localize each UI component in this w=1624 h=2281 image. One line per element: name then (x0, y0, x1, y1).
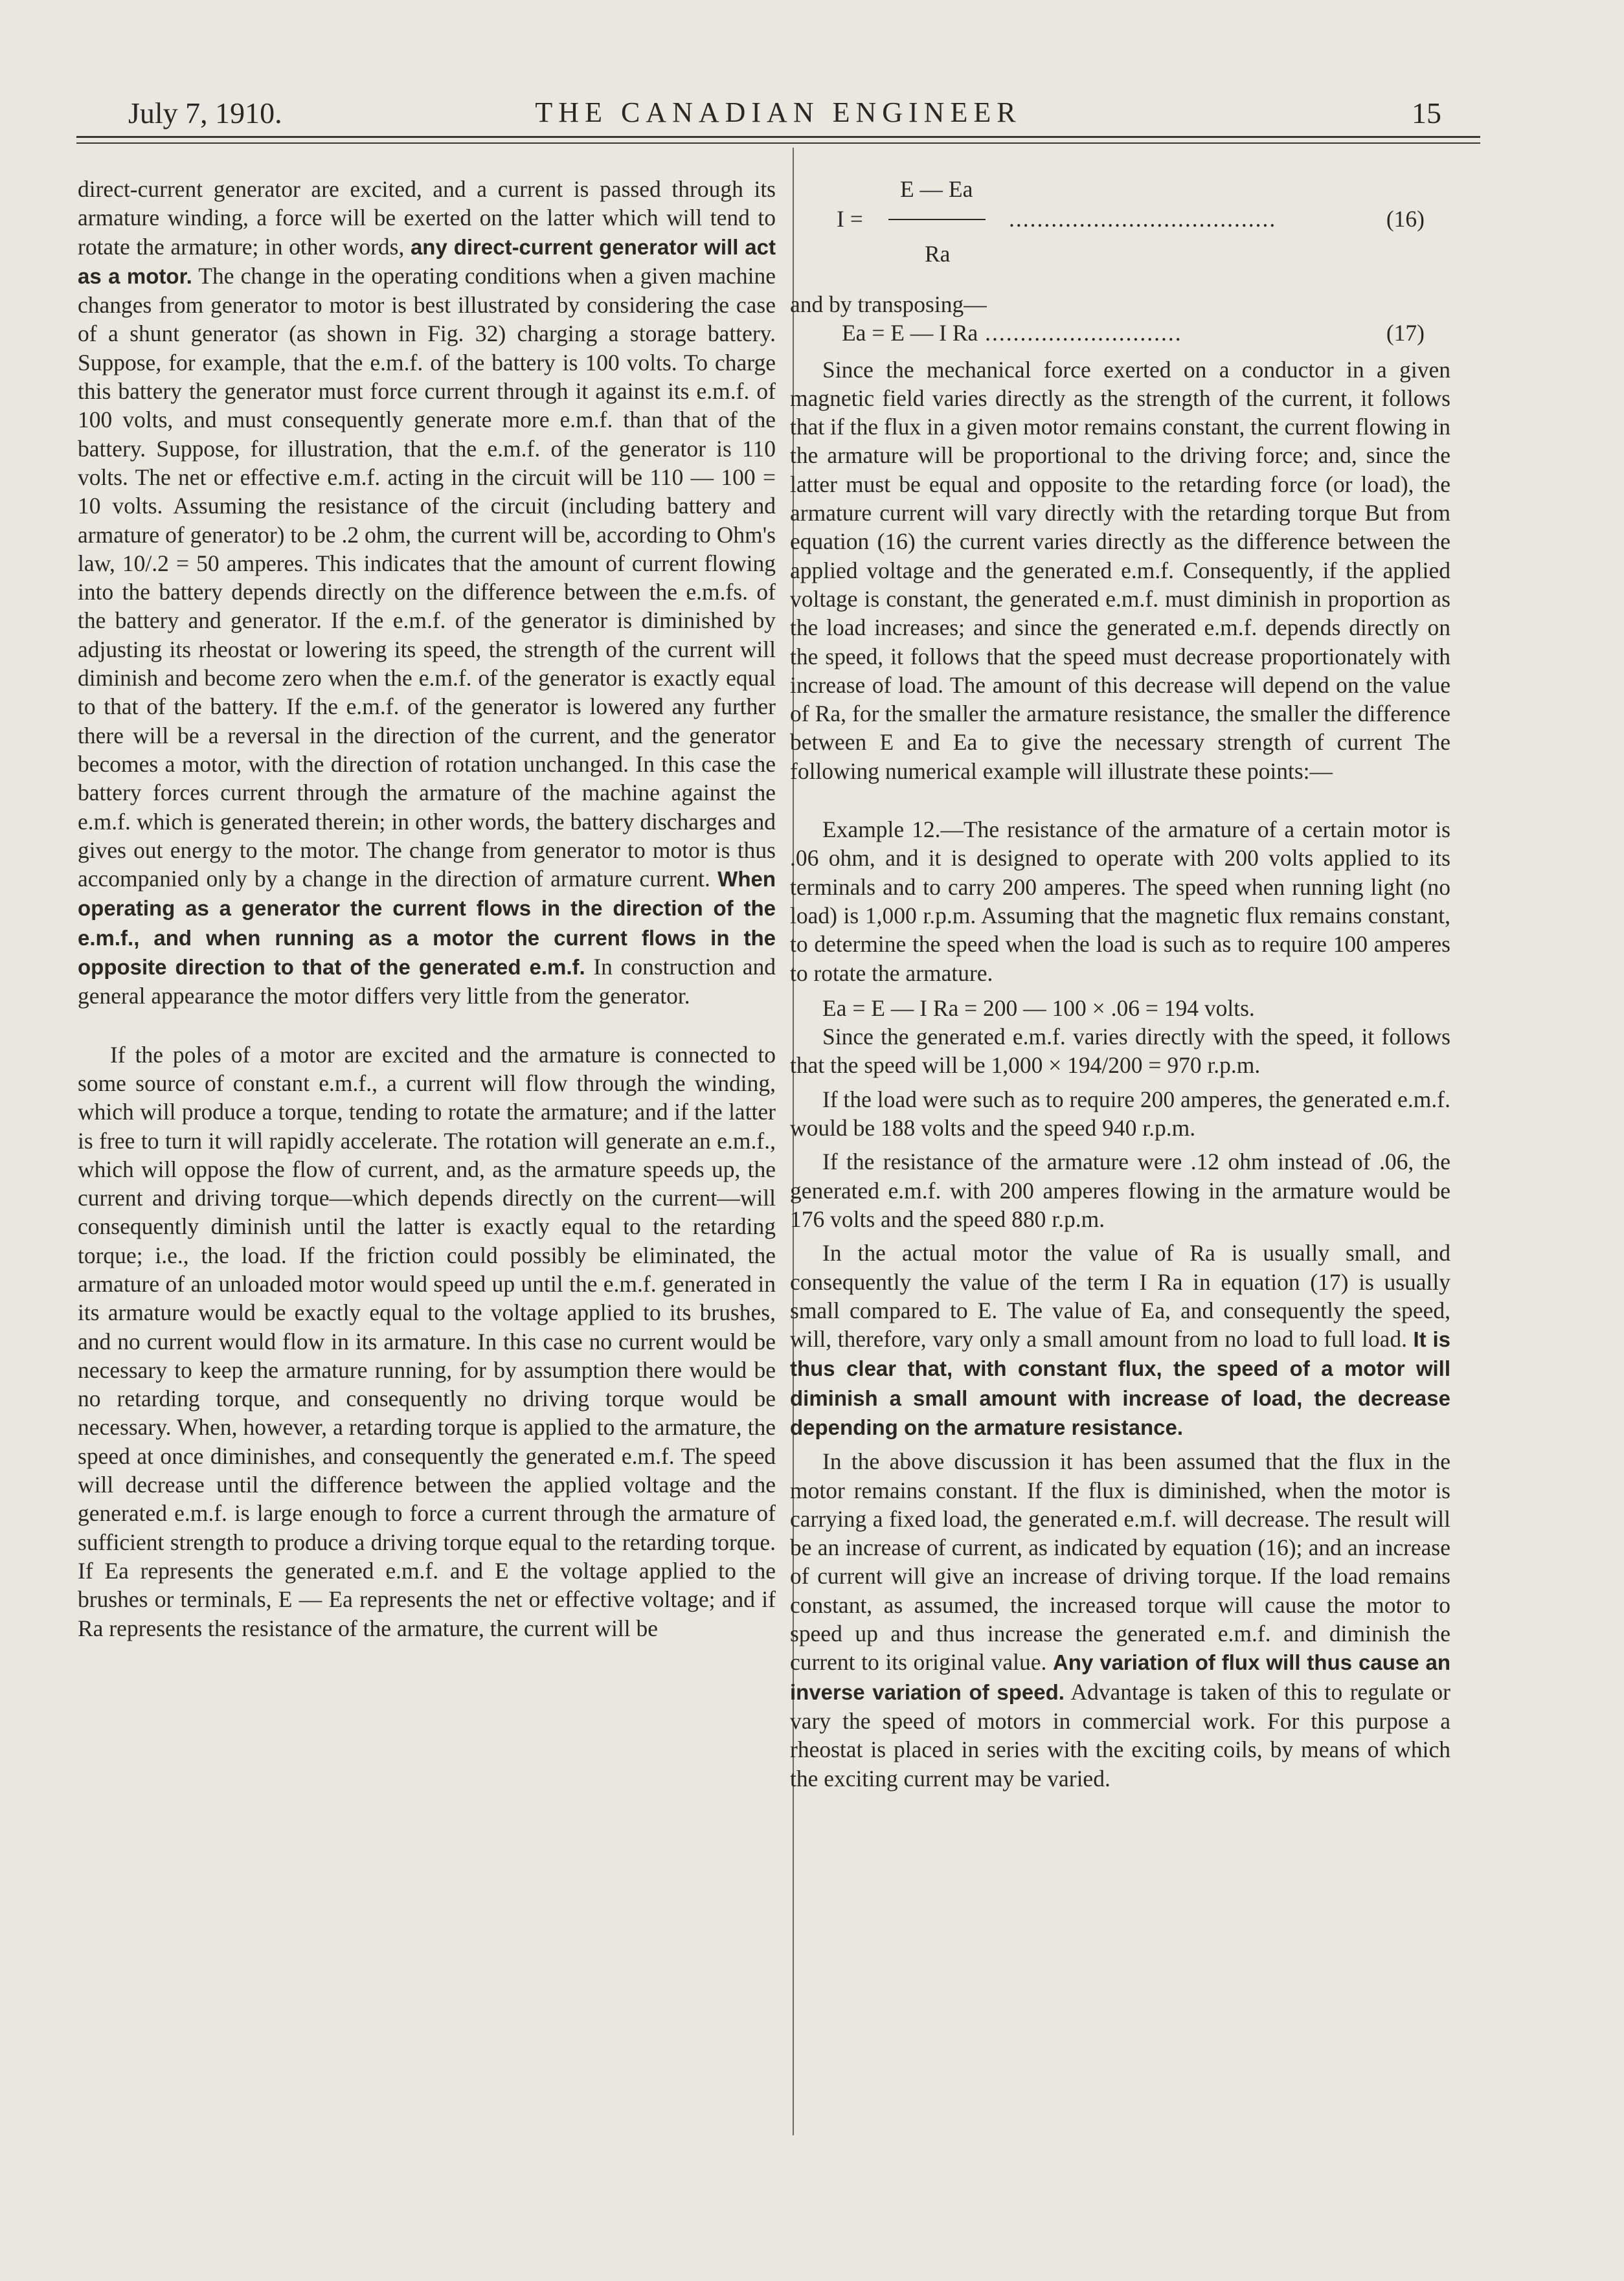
journal-title: THE CANADIAN ENGINEER (535, 96, 1022, 128)
paragraph-speed-970: Since the generated e.m.f. varies directly with the speed, it follows that the speed will be 1,000 × 194/200 = 970 r.p.m. (790, 1024, 1450, 1079)
eq17-text: Ea = E — I Ra (842, 320, 978, 346)
emphasis-text: When operating as a generator the current flows in the direction of the e.m.f., and when running as a motor the current flows in the opposite direction to that of the generated e.m.f. (78, 867, 776, 980)
paragraph-speed-940: If the load were such as to require 200 amperes, the generated e.m.f. would be 188 volts and the speed 940 r.p.m. (790, 1086, 1450, 1141)
header-rule-bottom (76, 142, 1480, 144)
emphasis-text: any direct-current generator will act as a motor. (78, 234, 776, 288)
eq16-denominator: Ra (925, 241, 951, 267)
paragraph-text: Advantage is taken of this to regulate or vary the speed of motors in commercial work. For this purpose a rheostat is placed in series with the exciting coils, by means of which the exciting current may be varied. (790, 1678, 1451, 1792)
paragraph-text: In the above discussion it has been assumed that the flux in the motor remains constant. If the flux is diminished, when the motor is carrying a fixed load, the generated e.m.f. will decrease. The result will be an increase of current, as indicated by equation (16); and an increase of current will give an increase of driving torque. If the load remains constant, as assumed, the increased torque will cause the motor to speed up and thus increase the generated e.m.f. and diminish the current to its original value. (790, 1448, 1450, 1676)
paragraph-mechanical-force: Since the mechanical force exerted on a conductor in a given magnetic field varies directly as the strength of the current, it follows that if the flux in a given motor remains constant, the current flowing in the armature will be proportional to the driving force; and, since the latter must be equal and opposite to the retarding force (or load), the armature current will vary directly with the retarding torque But from equation (16) the current varies directly as the difference between the applied voltage and the generated e.m.f. Consequently, if the applied voltage is constant, the generated e.m.f. must diminish in proportion as the load increases; and since the generated e.m.f. depends directly on the speed, it follows that the speed must decrease proportionately with increase of load. The amount of this decrease will depend on the value of Ra, for the smaller the armature resistance, the smaller the difference between E and Ea to give the necessary strength of current The following numerical example will illustrate these points:— (790, 356, 1450, 784)
left-column (78, 175, 776, 1643)
paragraph-text: The change in the operating conditions when a given machine changes from generator to motor is best illustrated by considering the case of a shunt generator (as shown in Fig. 32) charging a storage battery. Suppose, for example, that the e.m.f. of the battery is 100 volts. To charge this battery the generator must force current through it against its e.m.f. of 100 volts, and must consequently generate more e.m.f. than that of the battery. Suppose, for illustration, that the e.m.f. of the generator is 110 volts. The net or effective e.m.f. acting in the circuit will be 110 — 100 = 10 volts. Assuming the resistance of the circuit (including battery and armature of generator) to be .2 ohm, the current will be, according to Ohm's law, 10/.2 = 50 amperes. This indicates that the amount of current flowing into the battery depends directly on the difference between the e.m.fs. of the battery and generator. If the e.m.f. of the generator is diminished by adjusting its rheostat or lowering its speed, the strength of the current will diminish and become zero when the e.m.f. of the generator is exactly equal to that of the battery. If the e.m.f. of the generator is lowered any further there will be a reversal in the direction of the current, and the generator becomes a motor, with the direction of rotation unchanged. In this case the battery forces current through the armature of the machine against the e.m.f. which is generated therein; in other words, the battery discharges and gives out energy to the motor. The change from generator to motor is thus accompanied only by a change in the direction of armature current. (78, 262, 776, 892)
paragraph-flux-variation (790, 1447, 1450, 1793)
issue-date: July 7, 1910. (128, 96, 282, 129)
paragraph-speed-880: If the resistance of the armature were .12 ohm instead of .06, the generated e.m.f. with 200 amperes flowing in the armature would be 176 volts and the speed 880 r.p.m. (790, 1149, 1450, 1232)
example-equation: Ea = E — I Ra = 200 — 100 × .06 = 194 volts. (822, 994, 1255, 1021)
page-number: 15 (1412, 96, 1441, 129)
eq17-number: (17) (1386, 320, 1425, 346)
eq16-number: (16) (1386, 206, 1425, 232)
paragraph-text: direct-current generator are excited, and a current is passed through its armature winding, a force will be exerted on the latter which will tend to rotate the armature; in other words, (78, 176, 776, 260)
paragraph-text: In construction and general appearance the motor differs very little from the generator. (78, 954, 776, 1009)
eq17-leader-dots: ............................ (978, 320, 1182, 346)
eq16-lhs: I = (837, 206, 863, 232)
paragraph-motor-poles: If the poles of a motor are excited and the armature is connected to some source of constant e.m.f., a current will flow through the winding, which will produce a torque, tending to rotate the armature; and if the latter is free to turn it will rapidly accelerate. The rotation will generate an e.m.f., which will oppose the flow of current, and, as the armature speeds up, the current and driving torque—which depends directly on the current—will consequently diminish until the latter is exactly equal to the retarding torque; i.e., the load. If the friction could possibly be eliminated, the armature of an unloaded motor would speed up until the e.m.f. generated in its armature would be exactly equal to the voltage applied to its brushes, and no current would flow in its armature. In this case no current would be necessary to keep the armature running, for by assumption there would be no retarding torque, and consequently no driving torque would be necessary. When, however, a retarding torque is applied to the armature, the speed at once diminishes, and consequently the generated e.m.f. The speed will decrease until the difference between the applied voltage and the generated e.m.f. is large enough to force a current through the armature of sufficient strength to produce a driving torque equal to the retarding torque. If Ea represents the generated e.m.f. and E the voltage applied to the brushes or terminals, E — Ea represents the net or effective voltage; and if Ra represents the resistance of the armature, the current will be (78, 1041, 776, 1641)
paragraph-text: In the actual motor the value of Ra is usually small, and consequently the value of the term I Ra in equation (17) is usually small compared to E. The value of Ea, and consequently the speed, will, therefore, vary only a small amount from no load to full load. (790, 1240, 1450, 1353)
emphasis-text: It is thus clear that, with constant flux, the speed of a motor will diminish a small amount with increase of load, the decrease depending on the armature resistance. (790, 1327, 1450, 1439)
equation-16 (790, 175, 1450, 290)
paragraph-actual-motor (790, 1239, 1450, 1442)
eq16-leader-dots: ...................................... (1009, 206, 1277, 232)
equation-17 (790, 319, 1450, 347)
transposing-line: and by transposing— (790, 291, 987, 317)
running-header (76, 91, 1480, 136)
header-rule-top (76, 136, 1480, 138)
emphasis-text: Any variation of flux will thus cause an inverse variation of speed. (790, 1650, 1451, 1704)
eq16-numerator: E — Ea (900, 176, 973, 202)
right-column (790, 175, 1450, 1793)
fraction-bar (888, 219, 986, 220)
paragraph-example-12: Example 12.—The resistance of the armature of a certain motor is .06 ohm, and it is designed to operate with 200 volts applied to its terminals and to carry 200 amperes. The speed when running light (no load) is 1,000 r.p.m. Assuming that the magnetic flux remains constant, to determine the speed when the load is such as to require 100 amperes to rotate the armature. (790, 816, 1450, 986)
paragraph-generator-as-motor (78, 175, 776, 1011)
